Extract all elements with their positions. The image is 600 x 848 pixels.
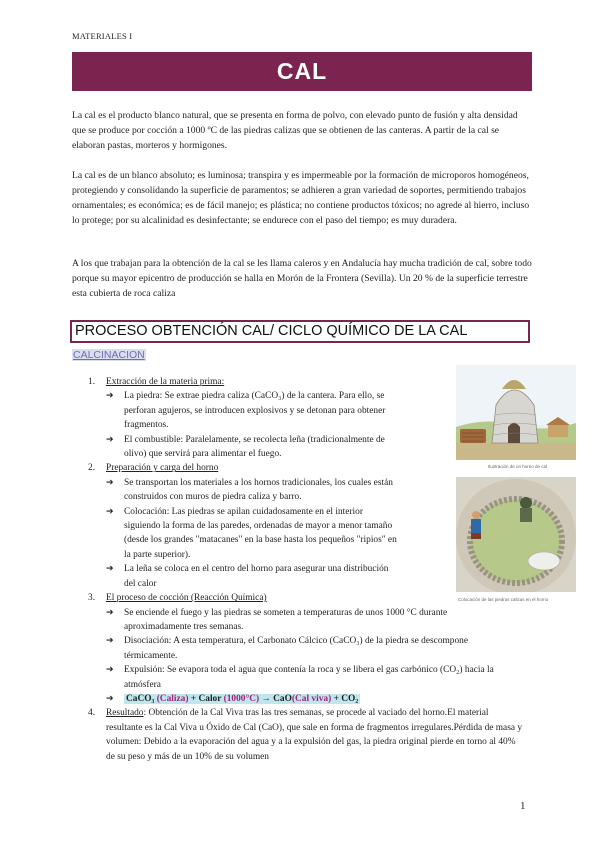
bullet-item: [106, 389, 401, 432]
arrow-icon: ➔: [106, 391, 114, 402]
step-bullets: [106, 606, 506, 707]
image-caption: Colocación de las piedras calizas en el horno: [458, 597, 549, 602]
formula-part: + CO₂: [331, 693, 359, 704]
step-number: 3.: [88, 593, 96, 604]
arrow-icon: ➔: [106, 564, 114, 575]
formula-part: → CaO: [259, 693, 292, 704]
bullet-item: [106, 606, 506, 635]
bullet-item: [106, 663, 506, 692]
bullet-text: La leña se coloca en el centro del horno para asegurar una distribución del calor: [124, 564, 389, 589]
arrow-icon: ➔: [106, 434, 114, 445]
step-title: Extracción de la materia prima:: [106, 377, 225, 387]
formula-part: + Calor: [188, 693, 224, 704]
document-header: MATERIALES I: [72, 31, 133, 41]
image-caption: Ilustración de un horno de cal: [488, 464, 548, 469]
step-title: El proceso de cocción (Reacción Química): [106, 593, 267, 604]
formula-part: CaCO₃: [126, 693, 157, 704]
bullet-item: [106, 433, 401, 462]
bullet-text: El combustible: Paralelamente, se recolecta leña (tradicionalmente de olivo) que servirá para alimentar el fuego.: [124, 434, 385, 460]
kiln-illustration: [456, 365, 576, 460]
arrow-icon: ➔: [106, 636, 114, 647]
bullet-text: Se enciende el fuego y las piedras se someten a temperaturas de unos 1000 °C durante aproximadamente tres semanas.: [124, 607, 448, 632]
intro-paragraph-2: La cal es de un blanco absoluto; es luminosa; transpira y es impermeable por la formación de microporos homogéneos, protegiendo y consolidando la superficie de paramentos; se adhieren a gran variedad de soportes, permitiendo trabajos ornamentales; es económica; es de fácil manejo; es plástica; no contiene productos tóxicos; no agrede al hierro, incluso lo protege; por su alcalinidad es desinfectante; se endurece con el paso del tiempo; es muy duradera.: [72, 170, 530, 226]
bullet-text: Disociación: A esta temperatura, el Carbonato Cálcico (CaCO₃) de la piedra se descompone térmicamente.: [124, 636, 469, 661]
title-banner: [72, 52, 532, 91]
step-number: 1.: [88, 377, 96, 387]
arrow-icon: ➔: [106, 665, 114, 676]
bullet-item: [106, 505, 401, 563]
step-bullets: [106, 389, 401, 461]
step-bullets: [106, 476, 401, 591]
bullet-item: [106, 562, 401, 591]
step-number: 4.: [88, 708, 96, 719]
bullet-text: Se transportan los materiales a los hornos tradicionales, los cuales están construidos con muros de piedra caliza y barro.: [124, 477, 393, 503]
step-item: [88, 706, 526, 764]
formula-item: [106, 692, 506, 706]
section-heading-box: [70, 320, 530, 343]
page-title: CAL: [276, 58, 328, 84]
bullet-text: Expulsión: Se evapora toda el agua que contenía la roca y se libera el gas carbónico (CO₂) hacia la atmósfera: [124, 665, 494, 690]
intro-paragraph-3: A los que trabajan para la obtención de la cal se les llama caleros y en Andalucía hay mucha tradición de cal, sobre todo porque su mayor epicentro de producción se halla en Morón de la Frontera (Sevilla). Un 20 % de la superficie terrestre esta cubierta de roca caliza: [72, 258, 532, 299]
chemical-formula: [124, 694, 360, 704]
arrow-icon: ➔: [106, 506, 114, 517]
bullet-text: Colocación: Las piedras se apilan cuidadosamente en el interior siguiendo la forma de las paredes, ordenadas de mayor a menor tamaño (desde los grandes "matacanes" en la base hasta los pequeños "ripios" en la parte superior).: [124, 506, 397, 560]
arrow-icon: ➔: [106, 607, 114, 618]
step-title: Preparación y carga del horno: [106, 463, 219, 474]
bullet-item: [106, 634, 506, 663]
arrow-icon: ➔: [106, 693, 114, 704]
subsection-heading: CALCINACION: [73, 349, 145, 361]
bullet-text: La piedra: Se extrae piedra caliza (CaCO₃) de la cantera. Para ello, se perforan agujeros, se introducen explosivos y se detonan para obtener fragmentos.: [124, 391, 386, 431]
step-text: : Obtención de la Cal Viva tras las tres semanas, se procede al vaciado del horno.El material resultante es la Cal Viva u Óxido de Cal (CaO), que sale en forma de fragmentos irregulares.Pérdida de masa y volumen: Debido a la evaporación del agua y a la expulsión del gas, la piedra original pierde en torno al 40% de su peso y más de un 10% de su volumen: [106, 708, 523, 762]
section-heading: PROCESO OBTENCIÓN CAL/ CICLO QUÍMICO DE LA CAL: [75, 323, 468, 339]
step-number: 2.: [88, 463, 96, 474]
bullet-item: [106, 476, 401, 505]
formula-part: (1000°C): [223, 693, 260, 704]
arrow-icon: ➔: [106, 477, 114, 488]
page-number: 1: [520, 800, 526, 812]
intro-paragraph-1: La cal es el producto blanco natural, que se presenta en forma de polvo, con elevado punto de fusión y alta densidad que se produce por cocción a 1000 ºC de las piedras calizas que se obtienen de las canteras. A partir de la cal se elaboran pastas, morteros y hormigones.: [72, 110, 518, 151]
kiln-loading-illustration: [456, 477, 576, 592]
formula-part: (Caliza): [156, 693, 189, 704]
step-title: Resultado: [106, 708, 144, 719]
formula-part: (Cal viva): [291, 693, 332, 704]
step-item: [88, 591, 526, 706]
